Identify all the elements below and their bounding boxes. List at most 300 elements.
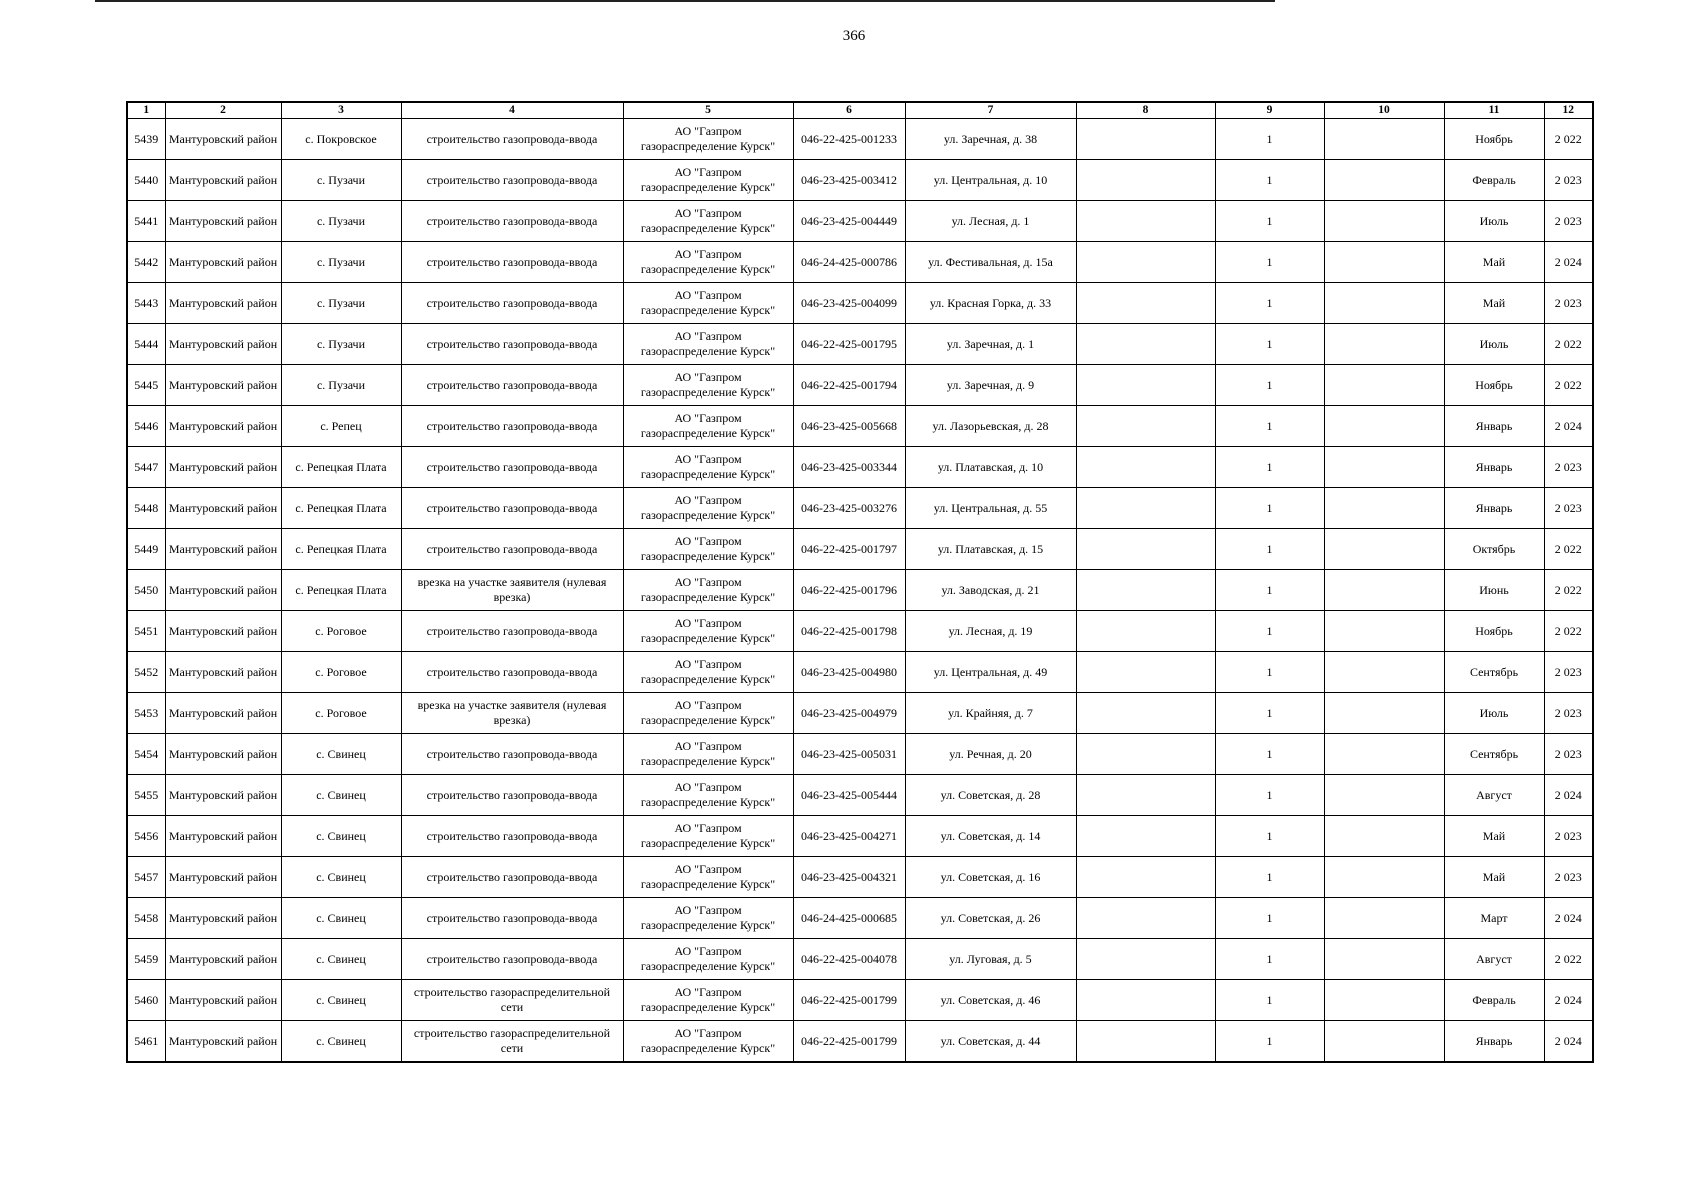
organization-cell: АО "Газпром газораспределение Курск"	[623, 1021, 793, 1063]
table-row	[127, 365, 1593, 406]
organization-cell: АО "Газпром газораспределение Курск"	[623, 734, 793, 775]
column-10-cell	[1324, 365, 1444, 406]
month-cell: Февраль	[1444, 160, 1544, 201]
work-type-cell: строительство газопровода-ввода	[401, 406, 623, 447]
locality-cell: с. Пузачи	[281, 242, 401, 283]
row-number: 5452	[127, 652, 165, 693]
row-number: 5442	[127, 242, 165, 283]
quantity-cell: 1	[1215, 488, 1324, 529]
organization-cell: АО "Газпром газораспределение Курск"	[623, 611, 793, 652]
locality-cell: с. Покровское	[281, 119, 401, 160]
row-number: 5454	[127, 734, 165, 775]
locality-cell: с. Пузачи	[281, 324, 401, 365]
registry-code-cell: 046-23-425-005031	[793, 734, 905, 775]
locality-cell: с. Пузачи	[281, 365, 401, 406]
work-type-cell: строительство газопровода-ввода	[401, 119, 623, 160]
month-cell: Март	[1444, 898, 1544, 939]
organization-cell: АО "Газпром газораспределение Курск"	[623, 816, 793, 857]
quantity-cell: 1	[1215, 775, 1324, 816]
district-cell: Мантуровский район	[165, 980, 281, 1021]
column-header-9: 9	[1215, 102, 1324, 119]
column-8-cell	[1076, 939, 1215, 980]
table-row	[127, 775, 1593, 816]
organization-cell: АО "Газпром газораспределение Курск"	[623, 980, 793, 1021]
locality-cell: с. Свинец	[281, 857, 401, 898]
quantity-cell: 1	[1215, 898, 1324, 939]
district-cell: Мантуровский район	[165, 693, 281, 734]
table-row	[127, 570, 1593, 611]
row-number: 5447	[127, 447, 165, 488]
column-8-cell	[1076, 980, 1215, 1021]
year-cell: 2 024	[1544, 242, 1593, 283]
year-cell: 2 023	[1544, 283, 1593, 324]
header-row	[127, 102, 1593, 119]
quantity-cell: 1	[1215, 980, 1324, 1021]
top-rule	[95, 0, 1275, 2]
organization-cell: АО "Газпром газораспределение Курск"	[623, 406, 793, 447]
column-10-cell	[1324, 447, 1444, 488]
month-cell: Сентябрь	[1444, 652, 1544, 693]
locality-cell: с. Свинец	[281, 1021, 401, 1063]
row-number: 5450	[127, 570, 165, 611]
year-cell: 2 022	[1544, 365, 1593, 406]
table-row	[127, 447, 1593, 488]
quantity-cell: 1	[1215, 734, 1324, 775]
column-8-cell	[1076, 406, 1215, 447]
table-row	[127, 406, 1593, 447]
address-cell: ул. Советская, д. 26	[905, 898, 1076, 939]
column-10-cell	[1324, 693, 1444, 734]
district-cell: Мантуровский район	[165, 529, 281, 570]
column-10-cell	[1324, 406, 1444, 447]
organization-cell: АО "Газпром газораспределение Курск"	[623, 447, 793, 488]
year-cell: 2 023	[1544, 488, 1593, 529]
organization-cell: АО "Газпром газораспределение Курск"	[623, 242, 793, 283]
quantity-cell: 1	[1215, 119, 1324, 160]
registry-code-cell: 046-23-425-004321	[793, 857, 905, 898]
district-cell: Мантуровский район	[165, 816, 281, 857]
district-cell: Мантуровский район	[165, 365, 281, 406]
row-number: 5457	[127, 857, 165, 898]
address-cell: ул. Фестивальная, д. 15а	[905, 242, 1076, 283]
work-type-cell: строительство газопровода-ввода	[401, 365, 623, 406]
year-cell: 2 023	[1544, 693, 1593, 734]
organization-cell: АО "Газпром газораспределение Курск"	[623, 365, 793, 406]
column-10-cell	[1324, 816, 1444, 857]
address-cell: ул. Советская, д. 46	[905, 980, 1076, 1021]
locality-cell: с. Свинец	[281, 939, 401, 980]
row-number: 5445	[127, 365, 165, 406]
column-header-11: 11	[1444, 102, 1544, 119]
month-cell: Май	[1444, 283, 1544, 324]
table-row	[127, 488, 1593, 529]
registry-code-cell: 046-23-425-003412	[793, 160, 905, 201]
year-cell: 2 023	[1544, 816, 1593, 857]
month-cell: Май	[1444, 816, 1544, 857]
registry-code-cell: 046-23-425-004271	[793, 816, 905, 857]
quantity-cell: 1	[1215, 201, 1324, 242]
column-8-cell	[1076, 775, 1215, 816]
column-10-cell	[1324, 857, 1444, 898]
year-cell: 2 024	[1544, 406, 1593, 447]
organization-cell: АО "Газпром газораспределение Курск"	[623, 857, 793, 898]
organization-cell: АО "Газпром газораспределение Курск"	[623, 529, 793, 570]
column-8-cell	[1076, 283, 1215, 324]
year-cell: 2 022	[1544, 939, 1593, 980]
work-type-cell: строительство газопровода-ввода	[401, 816, 623, 857]
year-cell: 2 023	[1544, 652, 1593, 693]
locality-cell: с. Роговое	[281, 611, 401, 652]
work-type-cell: строительство газопровода-ввода	[401, 160, 623, 201]
column-10-cell	[1324, 980, 1444, 1021]
column-header-1: 1	[127, 102, 165, 119]
month-cell: Август	[1444, 939, 1544, 980]
quantity-cell: 1	[1215, 570, 1324, 611]
row-number: 5459	[127, 939, 165, 980]
month-cell: Январь	[1444, 488, 1544, 529]
locality-cell: с. Пузачи	[281, 160, 401, 201]
month-cell: Октябрь	[1444, 529, 1544, 570]
address-cell: ул. Заречная, д. 38	[905, 119, 1076, 160]
table-body	[127, 119, 1593, 1063]
quantity-cell: 1	[1215, 160, 1324, 201]
district-cell: Мантуровский район	[165, 406, 281, 447]
district-cell: Мантуровский район	[165, 324, 281, 365]
row-number: 5461	[127, 1021, 165, 1063]
address-cell: ул. Луговая, д. 5	[905, 939, 1076, 980]
locality-cell: с. Свинец	[281, 816, 401, 857]
registry-code-cell: 046-23-425-004979	[793, 693, 905, 734]
registry-code-cell: 046-23-425-003276	[793, 488, 905, 529]
address-cell: ул. Советская, д. 44	[905, 1021, 1076, 1063]
registry-code-cell: 046-22-425-004078	[793, 939, 905, 980]
column-8-cell	[1076, 488, 1215, 529]
locality-cell: с. Свинец	[281, 898, 401, 939]
registry-code-cell: 046-22-425-001233	[793, 119, 905, 160]
work-type-cell: врезка на участке заявителя (нулевая врезка)	[401, 693, 623, 734]
table-row	[127, 816, 1593, 857]
table-row	[127, 734, 1593, 775]
month-cell: Сентябрь	[1444, 734, 1544, 775]
column-10-cell	[1324, 201, 1444, 242]
work-type-cell: строительство газопровода-ввода	[401, 939, 623, 980]
table-row	[127, 1021, 1593, 1063]
month-cell: Июль	[1444, 324, 1544, 365]
organization-cell: АО "Газпром газораспределение Курск"	[623, 775, 793, 816]
table-row	[127, 611, 1593, 652]
column-10-cell	[1324, 570, 1444, 611]
organization-cell: АО "Газпром газораспределение Курск"	[623, 488, 793, 529]
year-cell: 2 024	[1544, 898, 1593, 939]
row-number: 5439	[127, 119, 165, 160]
locality-cell: с. Роговое	[281, 693, 401, 734]
locality-cell: с. Репецкая Плата	[281, 488, 401, 529]
column-10-cell	[1324, 898, 1444, 939]
month-cell: Июль	[1444, 693, 1544, 734]
table-row	[127, 201, 1593, 242]
district-cell: Мантуровский район	[165, 734, 281, 775]
locality-cell: с. Репецкая Плата	[281, 570, 401, 611]
column-10-cell	[1324, 1021, 1444, 1063]
year-cell: 2 023	[1544, 857, 1593, 898]
row-number: 5456	[127, 816, 165, 857]
column-8-cell	[1076, 652, 1215, 693]
locality-cell: с. Репец	[281, 406, 401, 447]
address-cell: ул. Речная, д. 20	[905, 734, 1076, 775]
quantity-cell: 1	[1215, 324, 1324, 365]
address-cell: ул. Советская, д. 14	[905, 816, 1076, 857]
work-type-cell: строительство газопровода-ввода	[401, 242, 623, 283]
quantity-cell: 1	[1215, 242, 1324, 283]
row-number: 5458	[127, 898, 165, 939]
registry-code-cell: 046-22-425-001794	[793, 365, 905, 406]
district-cell: Мантуровский район	[165, 488, 281, 529]
row-number: 5449	[127, 529, 165, 570]
column-10-cell	[1324, 160, 1444, 201]
column-header-8: 8	[1076, 102, 1215, 119]
column-8-cell	[1076, 898, 1215, 939]
column-8-cell	[1076, 1021, 1215, 1063]
locality-cell: с. Свинец	[281, 734, 401, 775]
column-10-cell	[1324, 775, 1444, 816]
column-8-cell	[1076, 611, 1215, 652]
locality-cell: с. Репецкая Плата	[281, 529, 401, 570]
address-cell: ул. Центральная, д. 55	[905, 488, 1076, 529]
registry-code-cell: 046-22-425-001795	[793, 324, 905, 365]
year-cell: 2 022	[1544, 529, 1593, 570]
year-cell: 2 023	[1544, 160, 1593, 201]
column-10-cell	[1324, 529, 1444, 570]
district-cell: Мантуровский район	[165, 119, 281, 160]
row-number: 5451	[127, 611, 165, 652]
work-type-cell: строительство газопровода-ввода	[401, 447, 623, 488]
locality-cell: с. Пузачи	[281, 283, 401, 324]
column-8-cell	[1076, 242, 1215, 283]
year-cell: 2 022	[1544, 324, 1593, 365]
district-cell: Мантуровский район	[165, 160, 281, 201]
row-number: 5441	[127, 201, 165, 242]
work-type-cell: строительство газопровода-ввода	[401, 283, 623, 324]
registry-code-cell: 046-23-425-005444	[793, 775, 905, 816]
quantity-cell: 1	[1215, 939, 1324, 980]
month-cell: Ноябрь	[1444, 611, 1544, 652]
address-cell: ул. Центральная, д. 10	[905, 160, 1076, 201]
column-header-7: 7	[905, 102, 1076, 119]
district-cell: Мантуровский район	[165, 652, 281, 693]
work-type-cell: врезка на участке заявителя (нулевая врезка)	[401, 570, 623, 611]
row-number: 5446	[127, 406, 165, 447]
table-row	[127, 857, 1593, 898]
column-8-cell	[1076, 324, 1215, 365]
organization-cell: АО "Газпром газораспределение Курск"	[623, 570, 793, 611]
address-cell: ул. Платавская, д. 10	[905, 447, 1076, 488]
locality-cell: с. Свинец	[281, 775, 401, 816]
row-number: 5448	[127, 488, 165, 529]
organization-cell: АО "Газпром газораспределение Курск"	[623, 652, 793, 693]
row-number: 5455	[127, 775, 165, 816]
address-cell: ул. Советская, д. 16	[905, 857, 1076, 898]
table-row	[127, 939, 1593, 980]
row-number: 5453	[127, 693, 165, 734]
registry-code-cell: 046-23-425-004980	[793, 652, 905, 693]
work-type-cell: строительство газопровода-ввода	[401, 857, 623, 898]
column-8-cell	[1076, 365, 1215, 406]
work-type-cell: строительство газораспределительной сети	[401, 1021, 623, 1063]
registry-code-cell: 046-22-425-001799	[793, 980, 905, 1021]
work-type-cell: строительство газопровода-ввода	[401, 324, 623, 365]
column-10-cell	[1324, 611, 1444, 652]
district-cell: Мантуровский район	[165, 201, 281, 242]
quantity-cell: 1	[1215, 652, 1324, 693]
address-cell: ул. Красная Горка, д. 33	[905, 283, 1076, 324]
registry-code-cell: 046-23-425-004449	[793, 201, 905, 242]
column-8-cell	[1076, 529, 1215, 570]
year-cell: 2 022	[1544, 570, 1593, 611]
work-type-cell: строительство газопровода-ввода	[401, 488, 623, 529]
year-cell: 2 024	[1544, 980, 1593, 1021]
column-8-cell	[1076, 570, 1215, 611]
column-10-cell	[1324, 119, 1444, 160]
address-cell: ул. Крайняя, д. 7	[905, 693, 1076, 734]
row-number: 5460	[127, 980, 165, 1021]
year-cell: 2 023	[1544, 201, 1593, 242]
column-header-12: 12	[1544, 102, 1593, 119]
district-cell: Мантуровский район	[165, 242, 281, 283]
organization-cell: АО "Газпром газораспределение Курск"	[623, 283, 793, 324]
page-number: 366	[842, 28, 866, 44]
month-cell: Июль	[1444, 201, 1544, 242]
address-cell: ул. Советская, д. 28	[905, 775, 1076, 816]
row-number: 5444	[127, 324, 165, 365]
registry-code-cell: 046-22-425-001797	[793, 529, 905, 570]
column-10-cell	[1324, 283, 1444, 324]
year-cell: 2 022	[1544, 119, 1593, 160]
organization-cell: АО "Газпром газораспределение Курск"	[623, 939, 793, 980]
table-row	[127, 980, 1593, 1021]
district-cell: Мантуровский район	[165, 857, 281, 898]
column-8-cell	[1076, 201, 1215, 242]
month-cell: Январь	[1444, 447, 1544, 488]
month-cell: Май	[1444, 857, 1544, 898]
month-cell: Ноябрь	[1444, 119, 1544, 160]
organization-cell: АО "Газпром газораспределение Курск"	[623, 693, 793, 734]
work-type-cell: строительство газопровода-ввода	[401, 775, 623, 816]
year-cell: 2 023	[1544, 447, 1593, 488]
table-row	[127, 242, 1593, 283]
registry-code-cell: 046-24-425-000786	[793, 242, 905, 283]
column-8-cell	[1076, 816, 1215, 857]
column-8-cell	[1076, 160, 1215, 201]
column-10-cell	[1324, 734, 1444, 775]
column-10-cell	[1324, 324, 1444, 365]
address-cell: ул. Лазорьевская, д. 28	[905, 406, 1076, 447]
locality-cell: с. Репецкая Плата	[281, 447, 401, 488]
column-8-cell	[1076, 119, 1215, 160]
table-row	[127, 324, 1593, 365]
address-cell: ул. Центральная, д. 49	[905, 652, 1076, 693]
district-cell: Мантуровский район	[165, 570, 281, 611]
locality-cell: с. Свинец	[281, 980, 401, 1021]
work-type-cell: строительство газораспределительной сети	[401, 980, 623, 1021]
address-cell: ул. Заводская, д. 21	[905, 570, 1076, 611]
organization-cell: АО "Газпром газораспределение Курск"	[623, 119, 793, 160]
column-header-5: 5	[623, 102, 793, 119]
table-row	[127, 283, 1593, 324]
quantity-cell: 1	[1215, 365, 1324, 406]
column-header-4: 4	[401, 102, 623, 119]
month-cell: Февраль	[1444, 980, 1544, 1021]
locality-cell: с. Роговое	[281, 652, 401, 693]
work-type-cell: строительство газопровода-ввода	[401, 611, 623, 652]
column-header-3: 3	[281, 102, 401, 119]
organization-cell: АО "Газпром газораспределение Курск"	[623, 898, 793, 939]
quantity-cell: 1	[1215, 529, 1324, 570]
table-row	[127, 529, 1593, 570]
registry-code-cell: 046-23-425-004099	[793, 283, 905, 324]
registry-code-cell: 046-24-425-000685	[793, 898, 905, 939]
address-cell: ул. Лесная, д. 19	[905, 611, 1076, 652]
table-row	[127, 693, 1593, 734]
district-cell: Мантуровский район	[165, 775, 281, 816]
district-cell: Мантуровский район	[165, 447, 281, 488]
column-10-cell	[1324, 939, 1444, 980]
row-number: 5440	[127, 160, 165, 201]
registry-code-cell: 046-22-425-001799	[793, 1021, 905, 1063]
column-8-cell	[1076, 447, 1215, 488]
address-cell: ул. Заречная, д. 9	[905, 365, 1076, 406]
organization-cell: АО "Газпром газораспределение Курск"	[623, 201, 793, 242]
table-row	[127, 652, 1593, 693]
month-cell: Январь	[1444, 1021, 1544, 1063]
month-cell: Июнь	[1444, 570, 1544, 611]
organization-cell: АО "Газпром газораспределение Курск"	[623, 324, 793, 365]
district-cell: Мантуровский район	[165, 939, 281, 980]
quantity-cell: 1	[1215, 1021, 1324, 1063]
organization-cell: АО "Газпром газораспределение Курск"	[623, 160, 793, 201]
district-cell: Мантуровский район	[165, 898, 281, 939]
month-cell: Май	[1444, 242, 1544, 283]
year-cell: 2 023	[1544, 734, 1593, 775]
quantity-cell: 1	[1215, 406, 1324, 447]
column-10-cell	[1324, 652, 1444, 693]
column-header-10: 10	[1324, 102, 1444, 119]
quantity-cell: 1	[1215, 857, 1324, 898]
quantity-cell: 1	[1215, 447, 1324, 488]
year-cell: 2 022	[1544, 611, 1593, 652]
quantity-cell: 1	[1215, 283, 1324, 324]
district-cell: Мантуровский район	[165, 611, 281, 652]
quantity-cell: 1	[1215, 816, 1324, 857]
registry-code-cell: 046-23-425-003344	[793, 447, 905, 488]
table-row	[127, 160, 1593, 201]
registry-code-cell: 046-22-425-001798	[793, 611, 905, 652]
month-cell: Август	[1444, 775, 1544, 816]
column-10-cell	[1324, 242, 1444, 283]
table-row	[127, 119, 1593, 160]
column-8-cell	[1076, 857, 1215, 898]
month-cell: Ноябрь	[1444, 365, 1544, 406]
table-row	[127, 898, 1593, 939]
district-cell: Мантуровский район	[165, 1021, 281, 1063]
locality-cell: с. Пузачи	[281, 201, 401, 242]
column-8-cell	[1076, 693, 1215, 734]
work-type-cell: строительство газопровода-ввода	[401, 652, 623, 693]
registry-code-cell: 046-23-425-005668	[793, 406, 905, 447]
district-cell: Мантуровский район	[165, 283, 281, 324]
address-cell: ул. Платавская, д. 15	[905, 529, 1076, 570]
work-type-cell: строительство газопровода-ввода	[401, 529, 623, 570]
column-10-cell	[1324, 488, 1444, 529]
